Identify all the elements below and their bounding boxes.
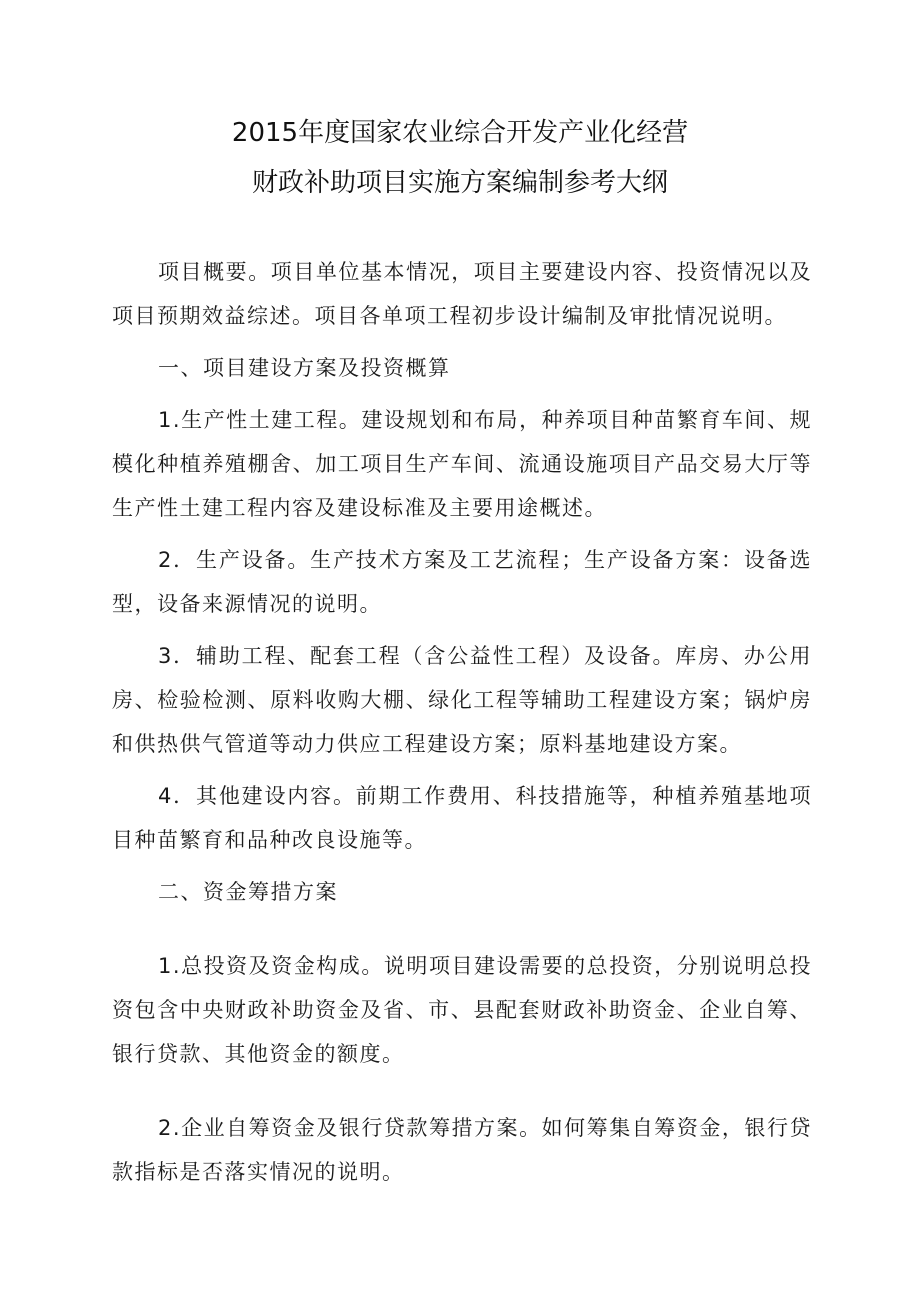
overview-paragraph: 项目概要。项目单位基本情况，项目主要建设内容、投资情况以及项目预期效益综述。项目各单项工程初步设计编制及审批情况说明。	[112, 260, 812, 328]
document-title	[0, 108, 920, 208]
title-line-1: 2015年度国家农业综合开发产业化经营	[231, 118, 689, 148]
section-1-item-2: 2．生产设备。生产技术方案及工艺流程；生产设备方案：设备选型，设备来源情况的说明。	[112, 548, 812, 616]
section-2-heading: 二、资金筹措方案	[158, 880, 338, 904]
section-1-item-1: 1.生产性土建工程。建设规划和布局，种养项目种苗繁育车间、规模化种植养殖棚舍、加工项目生产车间、流通设施项目产品交易大厅等生产性土建工程内容及建设标准及主要用途概述。	[112, 408, 812, 520]
document-body	[112, 250, 812, 1202]
section-1-item-3: 3．辅助工程、配套工程（含公益性工程）及设备。库房、办公用房、检验检测、原料收购大棚、绿化工程等辅助工程建设方案；锅炉房和供热供气管道等动力供应工程建设方案；原料基地建设方案。	[112, 644, 812, 756]
section-2-item-1: 1.总投资及资金构成。说明项目建设需要的总投资，分别说明总投资包含中央财政补助资金及省、市、县配套财政补助资金、企业自筹、银行贷款、其他资金的额度。	[112, 954, 812, 1066]
section-2-item-2: 2.企业自筹资金及银行贷款筹措方案。如何筹集自筹资金，银行贷款指标是否落实情况的说明。	[112, 1116, 812, 1184]
section-1-heading: 一、项目建设方案及投资概算	[158, 356, 451, 380]
section-1-item-4: 4．其他建设内容。前期工作费用、科技措施等，种植养殖基地项目种苗繁育和品种改良设施等。	[112, 784, 812, 852]
title-line-2: 财政补助项目实施方案编制参考大纲	[251, 168, 668, 198]
